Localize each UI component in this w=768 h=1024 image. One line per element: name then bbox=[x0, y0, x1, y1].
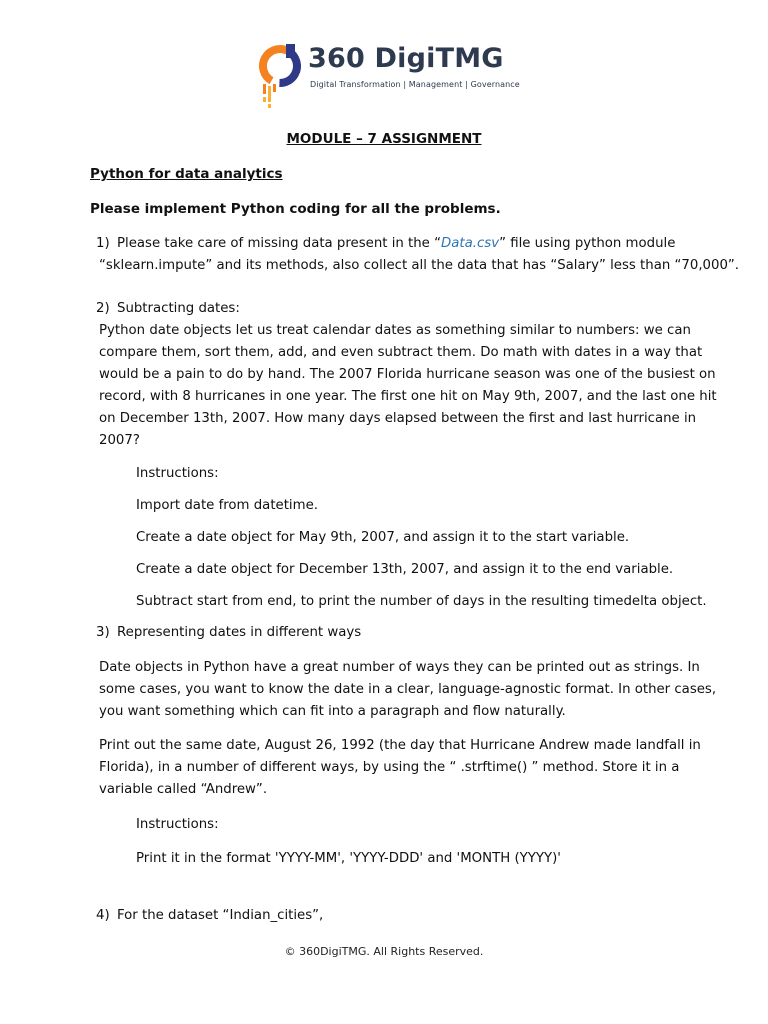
q2-para-line: 2007? bbox=[99, 433, 140, 448]
q2-step: Create a date object for December 13th, 2007, and assign it to the end variable. bbox=[136, 562, 674, 577]
q2-step: Create a date object for May 9th, 2007, and assign it to the start variable. bbox=[136, 530, 630, 545]
copyright-footer: © 360DigiTMG. All Rights Reserved. bbox=[284, 945, 484, 958]
question-4-heading bbox=[96, 907, 323, 925]
q2-para-line: would be a pain to do by hand. The 2007 Florida hurricane season was one of the busiest on bbox=[99, 367, 716, 382]
question-3-heading bbox=[96, 624, 361, 642]
data-csv-link[interactable]: Data.csv bbox=[440, 236, 500, 251]
question-number: 4) bbox=[96, 908, 110, 923]
question-1 bbox=[96, 235, 675, 253]
question-number: 2) bbox=[96, 301, 110, 316]
q2-step: Import date from datetime. bbox=[136, 498, 318, 513]
q1-line-2: “sklearn.impute” and its methods, also collect all the data that has “Salary” less than “70,000”. bbox=[99, 258, 740, 273]
q2-heading-text: Subtracting dates: bbox=[117, 301, 240, 316]
subtitle: Python for data analytics bbox=[90, 166, 283, 182]
q2-instructions-label: Instructions: bbox=[136, 466, 219, 481]
q2-para-line: on December 13th, 2007. How many days elapsed between the first and last hurricane in bbox=[99, 411, 697, 426]
q3-para1-line: you want something which can fit into a paragraph and flow naturally. bbox=[99, 704, 566, 719]
company-logo bbox=[258, 42, 518, 112]
q3-para2-line: Florida), in a number of different ways, by using the “ .strftime() ” method. Store it in a bbox=[99, 760, 680, 775]
question-2-heading bbox=[96, 300, 240, 318]
question-number: 3) bbox=[96, 625, 110, 640]
q4-heading-text: For the dataset “Indian_cities”, bbox=[117, 908, 324, 923]
q3-instructions-label: Instructions: bbox=[136, 817, 219, 832]
q3-para1-line: Date objects in Python have a great number of ways they can be printed out as strings. In bbox=[99, 660, 700, 675]
assignment-title: MODULE – 7 ASSIGNMENT bbox=[286, 131, 482, 147]
q2-step: Subtract start from end, to print the number of days in the resulting timedelta object. bbox=[136, 594, 707, 609]
logo-mark-icon bbox=[258, 42, 306, 110]
general-instruction: Please implement Python coding for all the problems. bbox=[90, 201, 501, 217]
q2-para-line: Python date objects let us treat calendar dates as something similar to numbers: we can bbox=[99, 323, 691, 338]
q1-text-post: ” file using python module bbox=[499, 236, 676, 251]
q2-para-line: record, with 8 hurricanes in one year. The first one hit on May 9th, 2007, and the last one hit bbox=[99, 389, 717, 404]
q3-para2-line: Print out the same date, August 26, 1992 (the day that Hurricane Andrew made landfall in bbox=[99, 738, 701, 753]
q2-para-line: compare them, sort them, add, and even subtract them. Do math with dates in a way that bbox=[99, 345, 703, 360]
q3-heading-text: Representing dates in different ways bbox=[117, 625, 362, 640]
logo-tagline: Digital Transformation | Management | Governance bbox=[310, 80, 520, 89]
logo-name: 360 DigiTMG bbox=[308, 43, 504, 74]
question-number: 1) bbox=[96, 236, 110, 251]
q3-para2-line: variable called “Andrew”. bbox=[99, 782, 268, 797]
q3-para1-line: some cases, you want to know the date in a clear, language-agnostic format. In other cases, bbox=[99, 682, 717, 697]
q3-step: Print it in the format 'YYYY-MM', 'YYYY-DDD' and 'MONTH (YYYY)' bbox=[136, 851, 561, 866]
q1-text-pre: Please take care of missing data present in the “ bbox=[117, 236, 441, 251]
